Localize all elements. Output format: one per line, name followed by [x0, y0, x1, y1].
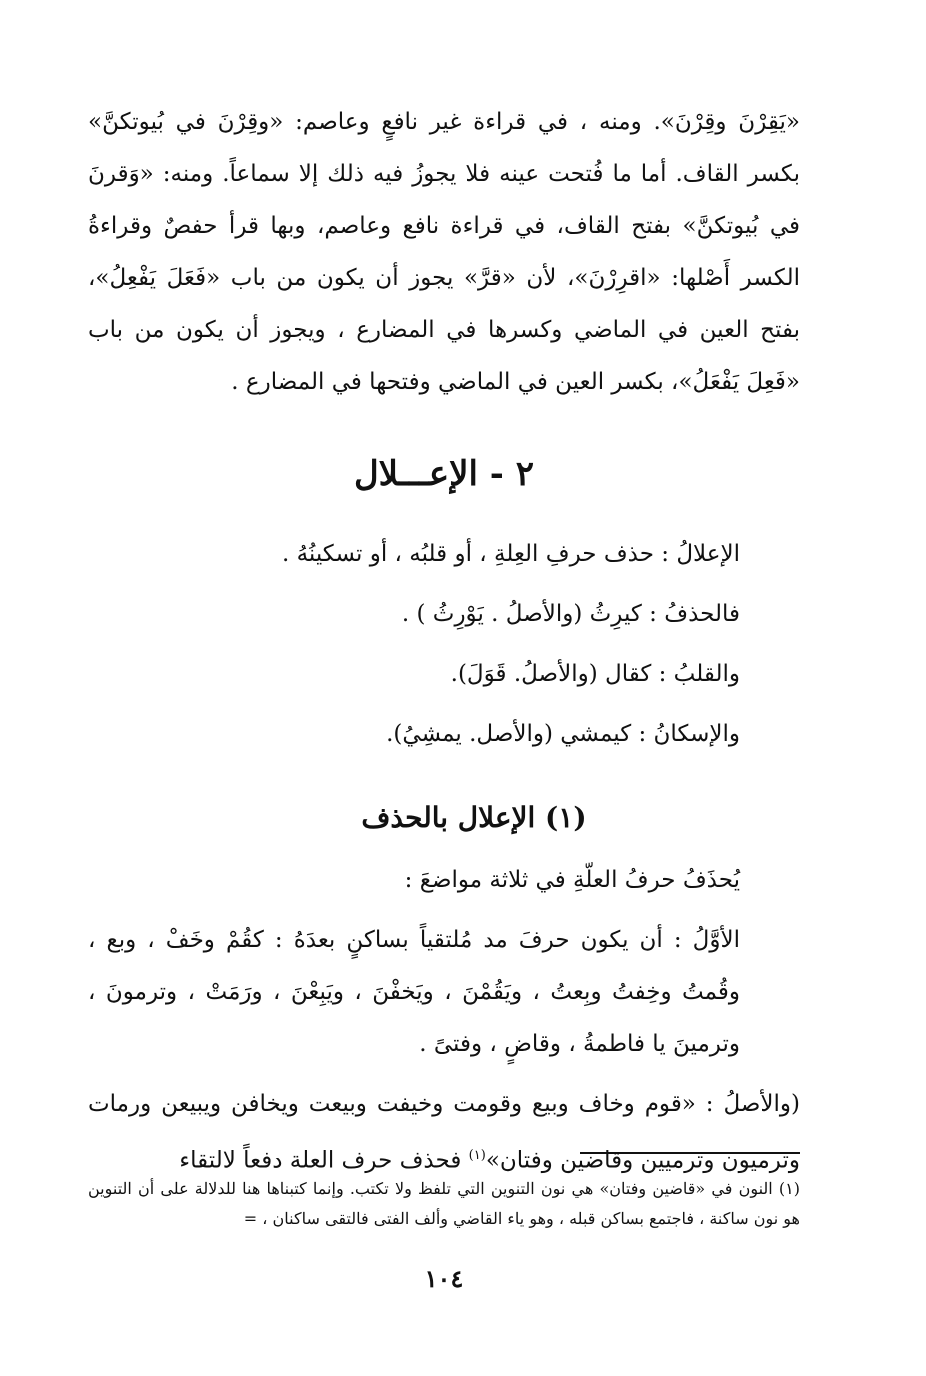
book-page: [88, 96, 800, 1336]
intro-line: يُحذَفُ حرفُ العلّةِ في ثلاثة مواضعَ :: [404, 867, 740, 893]
first-case-paragraph: الأوَّلُ : أن يكون حرفَ مد مُلتقياً بساكنٍ بعدَهُ : كقُمْ وخَفْ ، وبع ، وقُمتُ وخِفتُ وبِعتُ ، ويَقُمْنَ ، ويَخفْنَ ، ويَبِعْنَ ، ورَمَتْ ، وترمونَ ، وترمينَ يا فاطمةُ ، وقاضٍ ، وفتىً .: [88, 927, 740, 1057]
intro-paragraph: «يَقِرْنَ وقِرْنَ». ومنه ، في قراءة غير نافعٍ وعاصم: «وقِرْنَ في بُيوتكنَّ» بكسر القاف. أما ما فُتحت عينه فلا يجوزُ فيه ذلك إلا سماعاً. ومنه: «وَقرنَ في بُيوتكنَّ» بفتح القاف، في قراءة نافع وعاصم، وبها قرأ حفصٌ وقراءةُ الكسر أَصْلها: «اقرِرْنَ»، لأن «قرَّ» يجوز أن يكون من باب «فَعَلَ يَفْعِلُ»، بفتح العين في الماضي وكسرها في المضارع ، ويجوز أن يكون من باب «فَعِلَ يَفْعَلُ»، بكسر العين في الماضي وفتحها في المضارع .: [88, 109, 800, 395]
definition-line: والإسكانُ : كيمشي (والأصل. يمشِيُ).: [386, 721, 740, 747]
definitions-block: [88, 524, 800, 764]
definition-line: فالحذفُ : كيرِثُ (والأصلُ . يَوْرِثُ ) .: [401, 601, 740, 627]
origin-tail: فحذف حرف العلة دفعاً لالتقاء: [179, 1147, 469, 1174]
definition-line: الإعلالُ : حذف حرفِ العِلةِ ، أو قلبُه ، أو تسكينُهُ .: [281, 541, 740, 567]
subsection-title: (١) الإعلال بالحذف: [361, 801, 587, 834]
footnote-marker[interactable]: (١): [468, 1148, 486, 1163]
page-number: ١٠٤: [424, 1264, 464, 1293]
definition-line: والقلبُ : كقال (والأصلُ. قَوَلَ).: [450, 661, 740, 687]
section-title: ٢ - الإعـــلال: [353, 454, 535, 494]
footnote-divider: [580, 1152, 800, 1154]
origin-paragraph: [88, 1078, 800, 1187]
origin-text: (والأصلُ : «قوم وخاف وبيع وقومت وخيفت وبيعت ويخافن ويبيعن ورمات وترميون وترميين وقاضين وفتان»: [88, 1091, 800, 1174]
footnote: (١) النون في «قاضين وفتان» هي نون التنوين التي تلفظ ولا تكتب. وإنما كتبناها هنا للدلالة على أن التنوين هو نون ساكنة ، فاجتمع بساكن قبله ، وهو ياء القاضي وألف الفتى فالتقى ساكنان ، =: [88, 1179, 800, 1228]
